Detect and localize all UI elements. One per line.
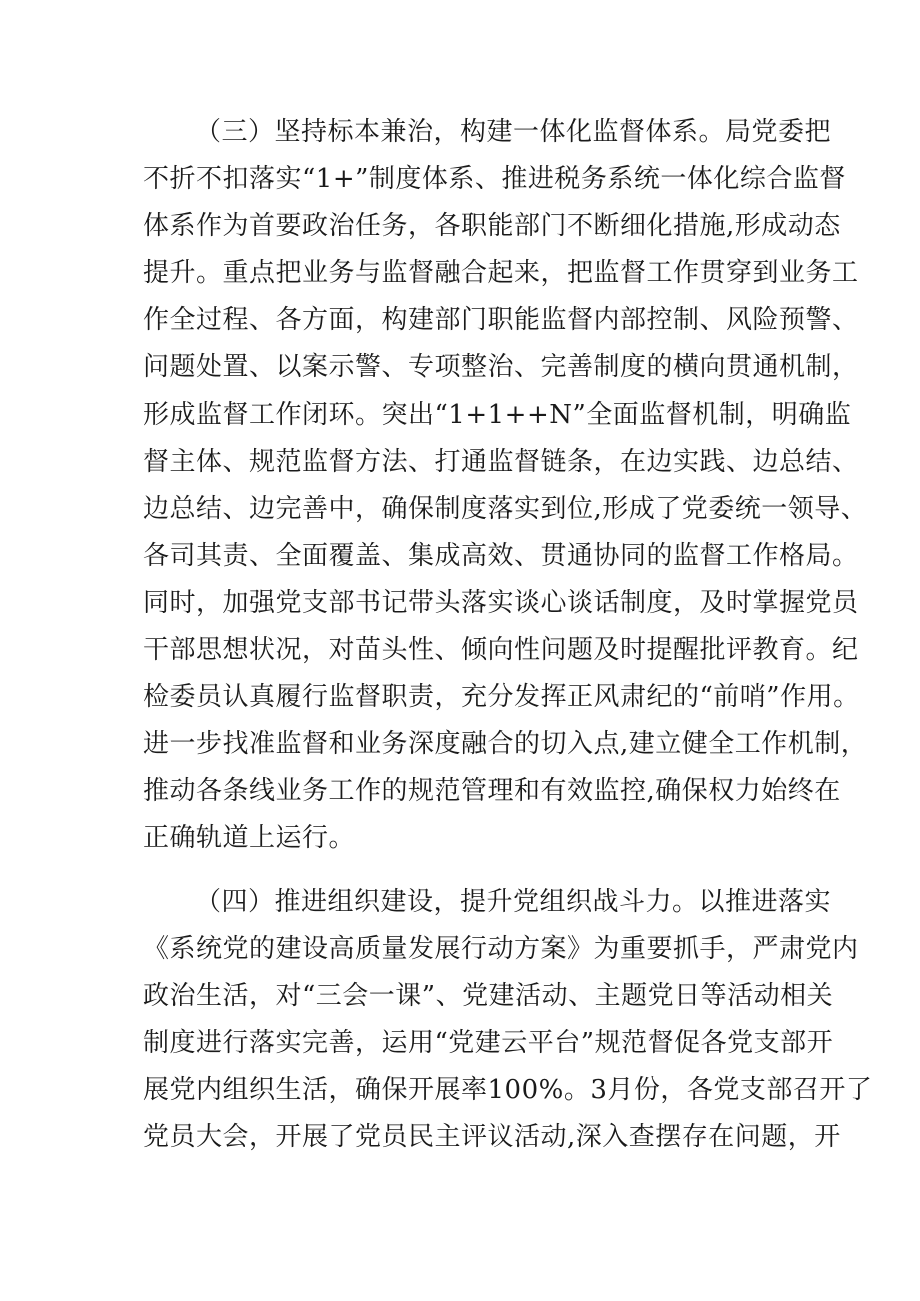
paragraph-3-line-8: 督主体、规范监督方法、打通监督链条，在边实践、边总结、 (143, 447, 859, 477)
paragraph-4-line-3: 政治生活，对“三会一课”、党建活动、主题党日等活动相关 (143, 981, 834, 1011)
paragraph-3-line-11: 同时，加强党支部书记带头落实谈心谈话制度，及时掌握党员 (143, 588, 859, 618)
paragraph-3-line-14: 进一步找准监督和业务深度融合的切入点,建立健全工作机制， (143, 729, 868, 759)
paragraph-3-line-13: 检委员认真履行监督职责，充分发挥正风肃纪的“前哨”作用。 (143, 682, 860, 712)
paragraph-3-line-6: 问题处置、以案示警、专项整治、完善制度的横向贯通机制， (143, 352, 859, 382)
paragraph-3-line-1: （三）坚持标本兼治，构建一体化监督体系。局党委把 (195, 117, 832, 147)
paragraph-3-line-4: 提升。重点把业务与监督融合起来，把监督工作贯穿到业务工 (143, 258, 859, 288)
paragraph-3-line-7: 形成监督工作闭环。突出“1+1++N”全面监督机制，明确监 (143, 400, 852, 430)
paragraph-3-line-15: 推动各条线业务工作的规范管理和有效监控,确保权力始终在 (143, 776, 841, 806)
paragraph-3-line-12: 干部思想状况，对苗头性、倾向性问题及时提醒批评教育。纪 (143, 635, 859, 665)
paragraph-3-line-5: 作全过程、各方面，构建部门职能监督内部控制、风险预警、 (143, 305, 859, 335)
paragraph-4-line-1: （四）推进组织建设，提升党组织战斗力。以推进落实 (195, 887, 832, 917)
paragraph-4-line-6: 党员大会，开展了党员民主评议活动,深入查摆存在问题，开 (143, 1122, 841, 1152)
paragraph-3-line-9: 边总结、边完善中，确保制度落实到位,形成了党委统一领导、 (143, 494, 868, 524)
paragraph-3-line-3: 体系作为首要政治任务，各职能部门不断细化措施,形成动态 (143, 211, 841, 241)
paragraph-3-line-10: 各司其责、全面覆盖、集成高效、贯通协同的监督工作格局。 (143, 541, 859, 571)
paragraph-3-line-16: 正确轨道上运行。 (143, 823, 356, 853)
paragraph-4-line-2: 《系统党的建设高质量发展行动方案》为重要抓手，严肃党内 (143, 934, 859, 964)
paragraph-4-line-4: 制度进行落实完善，运用“党建云平台”规范督促各党支部开 (143, 1028, 834, 1058)
paragraph-4-line-5: 展党内组织生活，确保开展率100%。3月份，各党支部召开了 (143, 1075, 873, 1105)
paragraph-3-line-2: 不折不扣落实“1+”制度体系、推进税务系统一体化综合监督 (143, 164, 846, 194)
